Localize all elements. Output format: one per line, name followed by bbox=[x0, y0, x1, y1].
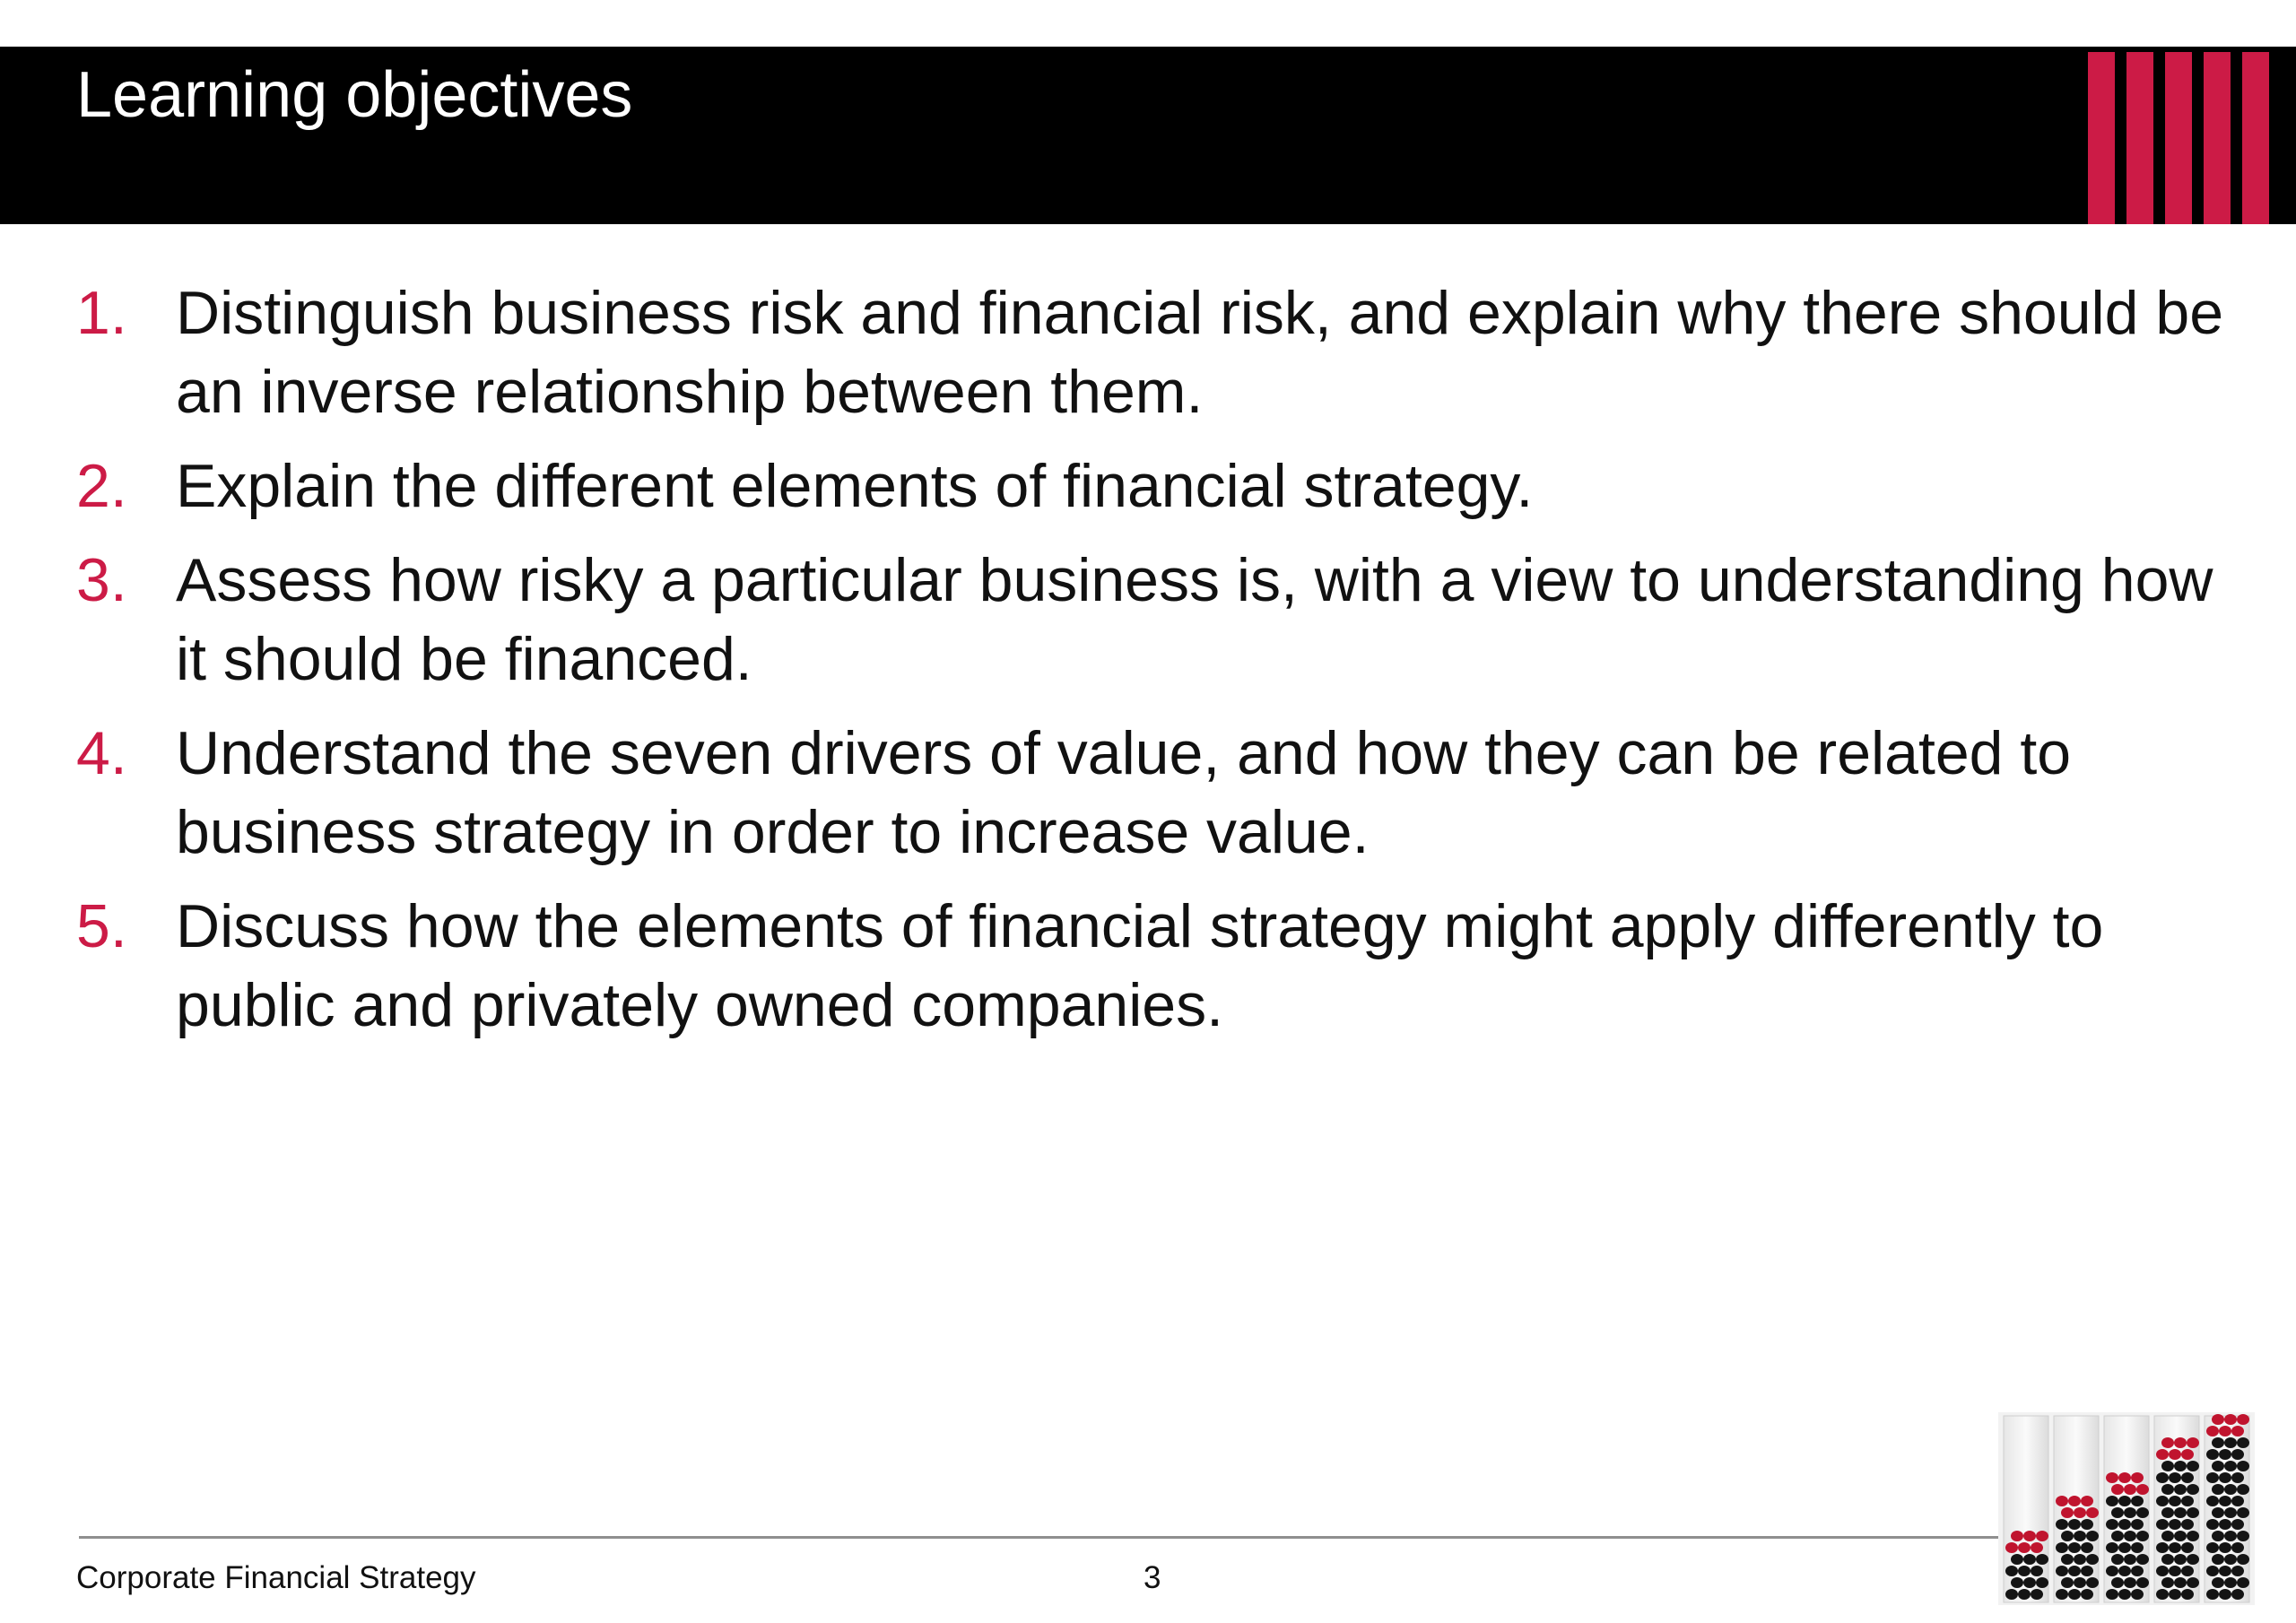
objective-text: Understand the seven drivers of value, and how they can be related to business strategy in order to increase value. bbox=[176, 719, 2072, 866]
objectives-list bbox=[0, 273, 2242, 1060]
footer-title: Corporate Financial Strategy bbox=[76, 1560, 476, 1595]
objective-text: Discuss how the elements of financial strategy might apply differently to public and privately owned companies. bbox=[176, 892, 2104, 1039]
objective-item bbox=[0, 714, 2242, 872]
objective-number: 4. bbox=[76, 719, 127, 787]
objective-number: 3. bbox=[76, 546, 127, 614]
objective-number: 5. bbox=[76, 892, 127, 960]
page-number: 3 bbox=[1144, 1560, 1161, 1595]
objective-item bbox=[0, 541, 2242, 699]
objective-number: 2. bbox=[76, 452, 127, 520]
objective-item bbox=[0, 887, 2242, 1045]
footer-divider bbox=[79, 1536, 1998, 1539]
test-tubes-beads-image bbox=[1998, 1412, 2255, 1605]
objective-text: Assess how risky a particular business is, with a view to understanding how it should be financed. bbox=[176, 546, 2213, 693]
objective-item bbox=[0, 273, 2242, 431]
objective-text: Explain the different elements of financial strategy. bbox=[176, 452, 1534, 520]
slide-title: Learning objectives bbox=[76, 59, 633, 131]
objective-text: Distinguish business risk and financial risk, and explain why there should be an inverse relationship between them. bbox=[176, 279, 2224, 426]
red-stripes-icon bbox=[2088, 52, 2269, 224]
objective-number: 1. bbox=[76, 279, 127, 347]
objective-item bbox=[0, 447, 2242, 525]
